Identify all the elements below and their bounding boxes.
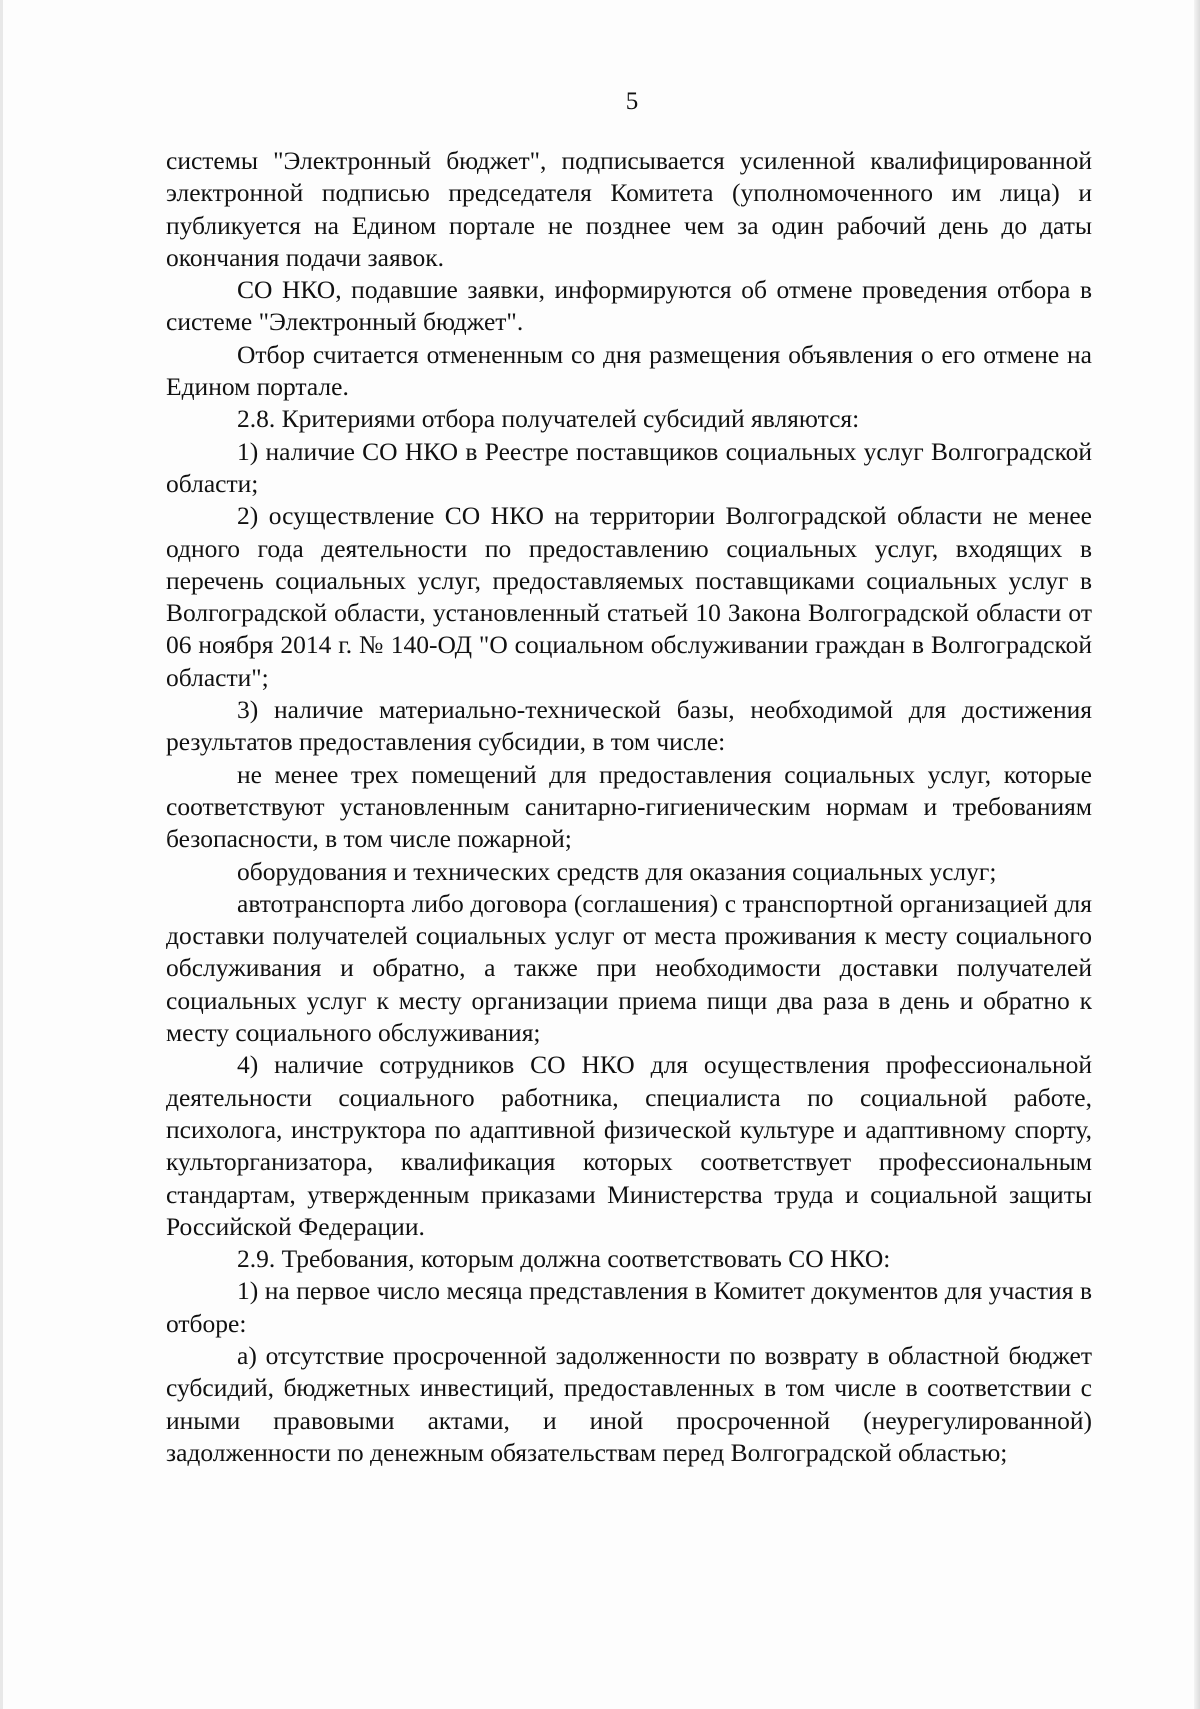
paragraph-premises: не менее трех помещений для предоставления социальных услуг, которые соответствуют установленным санитарно-гигиеническим нормам и требованиям безопасности, в том числе пожарной; bbox=[166, 759, 1092, 854]
paragraph-2-9-item-1: 1) на первое число месяца представления в Комитет документов для участия в отборе: bbox=[166, 1276, 1092, 1338]
paragraph-2-9-heading: 2.9. Требования, которым должна соответствовать СО НКО: bbox=[237, 1244, 891, 1274]
paragraph-2-8-item-3: 3) наличие материально-технической базы, необходимой для достижения результатов предоставления субсидии, в том числе: bbox=[166, 695, 1092, 757]
scan-right-edge bbox=[1194, 0, 1200, 1709]
paragraph-cancellation: Отбор считается отмененным со дня размещения объявления о его отмене на Едином портале. bbox=[166, 339, 1092, 402]
paragraph-2-9-item-1a: а) отсутствие просроченной задолженности по возврату в областной бюджет субсидий, бюджетных инвестиций, предоставленных в том числе в соответствии с иными правовыми актами, и иной просроченной (неурегулированной) задолженности по денежным обязательствам перед Волгоградской областью; bbox=[166, 1340, 1092, 1467]
page-number: 5 bbox=[625, 88, 639, 115]
paragraph-signature-publication: системы "Электронный бюджет", подписывается усиленной квалифицированной электронной подписью председателя Комитета (уполномоченного им лица) и публикуется на Едином портале не позднее чем за один рабочий день до даты окончания подачи заявок. bbox=[166, 146, 1092, 272]
paragraph-2-8-heading: 2.8. Критериями отбора получателей субсидий являются: bbox=[237, 404, 860, 434]
paragraph-transport: автотранспорта либо договора (соглашения) с транспортной организацией для доставки получателей социальных услуг от места проживания к месту социального обслуживания и обратно, а также при необходимости доставки получателей социальных услуг к месту организации приема пищи два раза в день и обратно к месту социального обслуживания; bbox=[166, 888, 1092, 1048]
paragraph-equipment: оборудования и технических средств для оказания социальных услуг; bbox=[237, 856, 997, 886]
paragraph-2-8-item-2: 2) осуществление СО НКО на территории Волгоградской области не менее одного года деятельности по предоставлению социальных услуг, входящих в перечень социальных услуг, предоставляемых поставщиками социальных услуг в Волгоградской области, установленный статьей 10 Закона Волгоградской области от 06 ноября 2014 г. № 140-ОД "О социальном обслуживании граждан в Волгоградской области"; bbox=[166, 501, 1092, 692]
paragraph-notification: СО НКО, подавшие заявки, информируются об отмене проведения отбора в системе "Электронный бюджет". bbox=[166, 275, 1092, 337]
document-body bbox=[166, 145, 1092, 1469]
paragraph-2-8-item-1: 1) наличие СО НКО в Реестре поставщиков социальных услуг Волгоградской области; bbox=[166, 436, 1092, 498]
paragraph-2-8-item-4: 4) наличие сотрудников СО НКО для осуществления профессиональной деятельности социального работника, специалиста по социальной работе, психолога, инструктора по адаптивной физической культуре и адаптивному спорту, культорганизатора, квалификация которых соответствует профессиональным стандартам, утвержденным приказами Министерства труда и социальной защиты Российской Федерации. bbox=[166, 1050, 1092, 1241]
scan-left-edge bbox=[0, 0, 3, 1709]
